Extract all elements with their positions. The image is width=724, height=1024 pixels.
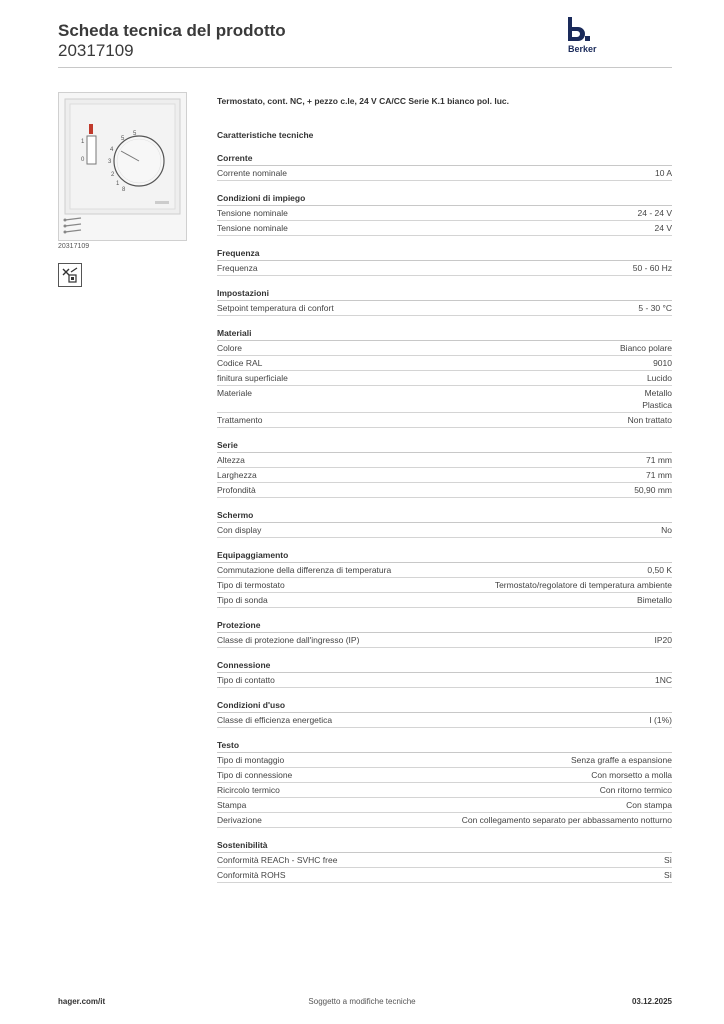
- berker-logo: [566, 17, 606, 57]
- spec-row: [217, 868, 672, 883]
- spec-value-line: Senza graffe a espansione: [571, 755, 672, 765]
- spec-row: [217, 371, 672, 386]
- spec-row: [217, 386, 672, 413]
- spec-row: [217, 593, 672, 608]
- section-title: Sostenibilità: [217, 839, 672, 853]
- spec-value-line: Con ritorno termico: [599, 785, 672, 795]
- spec-value: [655, 634, 673, 646]
- spec-section: [217, 327, 672, 428]
- spec-row: [217, 813, 672, 828]
- section-title: Frequenza: [217, 247, 672, 261]
- spec-label: Larghezza: [217, 470, 257, 480]
- footer-disclaimer: Soggetto a modifiche tecniche: [308, 997, 416, 1006]
- spec-value: [571, 754, 672, 766]
- spec-value-line: 24 V: [654, 223, 672, 233]
- spec-value-line: Bimetallo: [637, 595, 672, 605]
- section-title: Connessione: [217, 659, 672, 673]
- section-title: Corrente: [217, 152, 672, 166]
- spec-value-line: 71 mm: [646, 470, 672, 480]
- spec-row: [217, 221, 672, 236]
- spec-value: [591, 769, 672, 781]
- spec-value: [628, 414, 672, 426]
- spec-row: [217, 261, 672, 276]
- spec-value-line: 9010: [653, 358, 672, 368]
- spec-label: Classe di protezione dall'ingresso (IP): [217, 635, 360, 645]
- section-title: Serie: [217, 439, 672, 453]
- spec-label: Colore: [217, 343, 243, 353]
- document-header: [58, 20, 286, 61]
- dial-number: 2: [111, 172, 115, 178]
- spec-value: [633, 262, 672, 274]
- tech-characteristics-title: Caratteristiche tecniche: [217, 130, 314, 140]
- spec-row: [217, 798, 672, 813]
- spec-row: [217, 206, 672, 221]
- spec-label: Tensione nominale: [217, 208, 288, 218]
- spec-section: [217, 549, 672, 608]
- spec-section: [217, 659, 672, 688]
- spec-section: [217, 619, 672, 648]
- spec-section: [217, 509, 672, 538]
- spec-value-line: 50,90 mm: [634, 485, 672, 495]
- spec-label: Conformità REACh - SVHC free: [217, 855, 338, 865]
- spec-row: [217, 483, 672, 498]
- spec-value: [626, 799, 672, 811]
- spec-value: [655, 167, 672, 179]
- spec-row: [217, 453, 672, 468]
- spec-section: [217, 839, 672, 883]
- spec-label: Stampa: [217, 800, 247, 810]
- footer-website: hager.com/it: [58, 997, 106, 1006]
- brand-name: Berker: [568, 44, 597, 54]
- spec-value-line: Lucido: [646, 373, 672, 383]
- spec-row: [217, 356, 672, 371]
- spec-value: [647, 372, 672, 384]
- spec-section: [217, 739, 672, 828]
- spec-label: Setpoint temperatura di confort: [217, 303, 334, 313]
- dial-number: 1: [116, 181, 120, 187]
- mounting-icon: [58, 263, 82, 287]
- spec-row: [217, 673, 672, 688]
- spec-value: [664, 854, 672, 866]
- spec-value: [634, 484, 672, 496]
- spec-label: Derivazione: [217, 815, 262, 825]
- switch-label: 0: [81, 157, 85, 163]
- dial-number: 5: [121, 136, 125, 142]
- spec-value: [638, 302, 672, 314]
- spec-value: [646, 454, 672, 466]
- spec-row: [217, 633, 672, 648]
- spec-label: finitura superficiale: [217, 373, 288, 383]
- spec-row: [217, 578, 672, 593]
- spec-value-line: 24 - 24 V: [637, 208, 672, 218]
- section-title: Materiali: [217, 327, 672, 341]
- spec-value-line: Sì: [663, 870, 672, 880]
- dial-number: 4: [110, 147, 114, 153]
- spec-value-line: Con collegamento separato per abbassamento notturno: [461, 815, 672, 825]
- spec-value-line: 0,50 K: [647, 565, 672, 575]
- image-caption: 20317109: [58, 243, 90, 250]
- dial-number: 5: [133, 131, 137, 137]
- spec-value: [620, 342, 672, 354]
- product-description: Termostato, cont. NC, + pezzo c.le, 24 V CA/CC Serie K.1 bianco pol. luc.: [217, 96, 509, 106]
- spec-sections: [217, 152, 672, 883]
- spec-row: [217, 783, 672, 798]
- section-title: Impostazioni: [217, 287, 672, 301]
- spec-value: [664, 869, 672, 881]
- spec-row: [217, 563, 672, 578]
- spec-value-line: Con stampa: [626, 800, 672, 810]
- product-image: [58, 92, 187, 241]
- spec-value-line: IP20: [654, 635, 672, 645]
- section-title: Testo: [217, 739, 672, 753]
- spec-section: [217, 287, 672, 316]
- spec-section: [217, 152, 672, 181]
- berker-logo-mark: [566, 17, 590, 43]
- spec-label: Classe di efficienza energetica: [217, 715, 333, 725]
- product-specs: [217, 95, 672, 883]
- spec-section: [217, 699, 672, 728]
- spec-label: Conformità ROHS: [217, 870, 286, 880]
- spec-row: [217, 468, 672, 483]
- spec-label: Frequenza: [217, 263, 258, 273]
- spec-label: Tipo di contatto: [217, 675, 275, 685]
- spec-value-line: 71 mm: [646, 455, 672, 465]
- spec-row: [217, 301, 672, 316]
- spec-row: [217, 166, 672, 181]
- spec-section: [217, 192, 672, 236]
- spec-section: [217, 439, 672, 498]
- thermostat-illustration: [59, 93, 186, 240]
- spec-value-line: Bianco polare: [620, 343, 672, 353]
- spec-row: [217, 768, 672, 783]
- spec-value-line: 5 - 30 °C: [638, 303, 672, 313]
- spec-label: Commutazione della differenza di temperatura: [217, 565, 392, 575]
- spec-value: [642, 387, 672, 411]
- spec-value: [655, 674, 672, 686]
- section-title: Condizioni d'uso: [217, 699, 672, 713]
- spec-label: Trattamento: [217, 415, 263, 425]
- spec-value-line: No: [661, 525, 672, 535]
- spec-label: Tipo di sonda: [217, 595, 268, 605]
- section-title: Protezione: [217, 619, 672, 633]
- product-code: 20317109: [58, 41, 134, 60]
- spec-row: [217, 413, 672, 428]
- dial-number: 3: [108, 159, 112, 165]
- page-title: Scheda tecnica del prodotto: [58, 21, 286, 40]
- section-title: Equipaggiamento: [217, 549, 672, 563]
- spec-label: Tensione nominale: [217, 223, 288, 233]
- spec-value-line: Plastica: [642, 400, 672, 410]
- spec-value-line: Termostato/regolatore di temperatura ambiente: [494, 580, 672, 590]
- spec-value-line: 10 A: [654, 168, 672, 178]
- spec-value: [661, 524, 672, 536]
- spec-value-line: Non trattato: [627, 415, 672, 425]
- spec-value-line: I (1%): [649, 715, 672, 725]
- spec-row: [217, 713, 672, 728]
- spec-row: [217, 523, 672, 538]
- spec-value: [637, 594, 672, 606]
- spec-value: [655, 222, 673, 234]
- spec-value-line: 1NC: [654, 675, 672, 685]
- spec-value: [600, 784, 672, 796]
- spec-value: [647, 564, 672, 576]
- footer-date: 03.12.2025: [631, 997, 672, 1006]
- section-title: Schermo: [217, 509, 672, 523]
- spec-value-line: 50 - 60 Hz: [632, 263, 672, 273]
- spec-value: [462, 814, 672, 826]
- spec-value: [495, 579, 672, 591]
- spec-label: Con display: [217, 525, 262, 535]
- spec-row: [217, 753, 672, 768]
- spec-label: Tipo di montaggio: [217, 755, 285, 765]
- spec-value-line: Metallo: [644, 388, 672, 398]
- spec-row: [217, 853, 672, 868]
- spec-label: Tipo di termostato: [217, 580, 285, 590]
- spec-label: Altezza: [217, 455, 245, 465]
- spec-label: Codice RAL: [217, 358, 263, 368]
- spec-label: Ricircolo termico: [217, 785, 280, 795]
- spec-value-line: Sì: [663, 855, 672, 865]
- spec-value: [649, 714, 672, 726]
- dial-number: 8: [122, 187, 126, 193]
- section-title: Condizioni di impiego: [217, 192, 672, 206]
- spec-label: Corrente nominale: [217, 168, 287, 178]
- spec-label: Tipo di connessione: [217, 770, 293, 780]
- header-divider: [58, 67, 672, 68]
- spec-value-line: Con morsetto a molla: [591, 770, 672, 780]
- spec-label: Materiale: [217, 388, 252, 398]
- spec-value: [638, 207, 673, 219]
- spec-section: [217, 247, 672, 276]
- switch-label: 1: [81, 139, 85, 145]
- spec-label: Profondità: [217, 485, 256, 495]
- spec-value: [653, 357, 672, 369]
- spec-value: [646, 469, 672, 481]
- spec-row: [217, 341, 672, 356]
